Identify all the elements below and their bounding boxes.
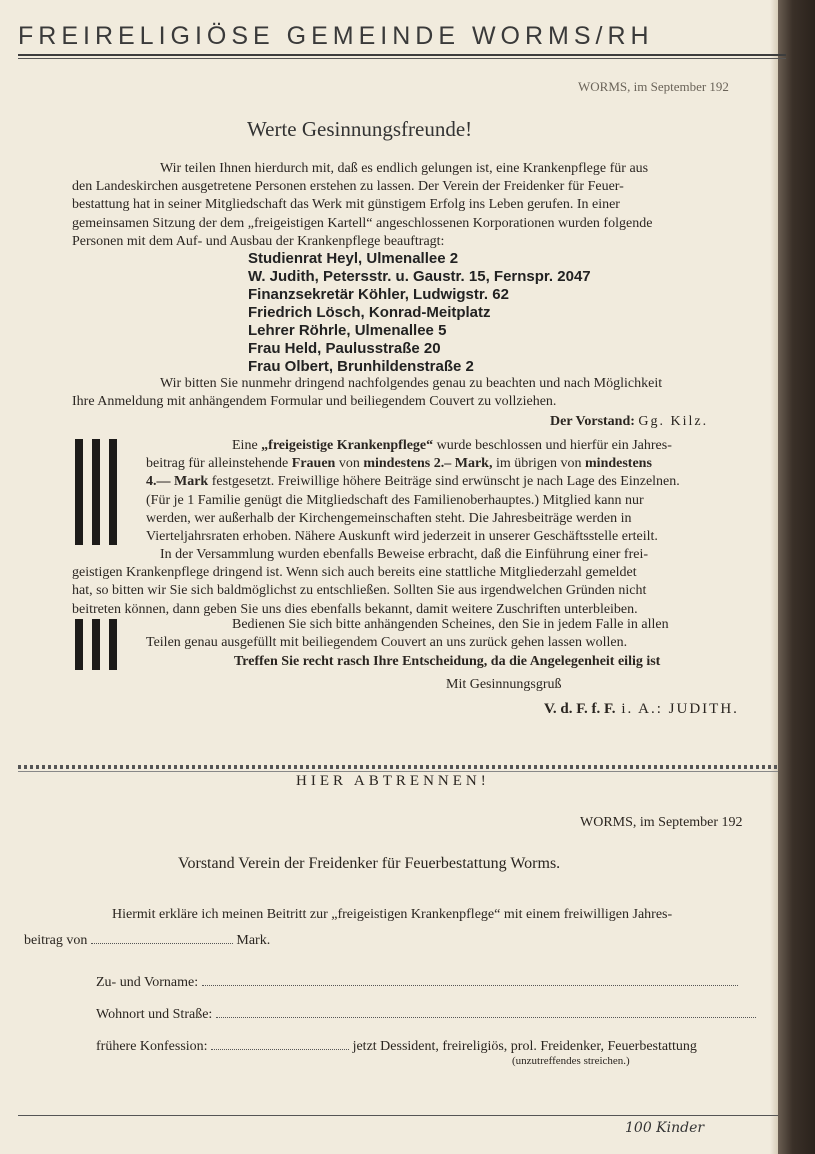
margin-bar [75,439,83,545]
section1-line [146,455,782,473]
section2-paragraph [72,546,782,619]
section1-line: werden, wer außerhalb der Kirchengemeinschaften steht. Die Jahresbeiträge werden in [146,510,632,526]
intro-line: gemeinsamen Sitzung der dem „freigeistigen Kartell“ angeschlossenen Korporationen wurden folgende [72,215,653,231]
committee-member: Lehrer Röhrle, Ulmenallee 5 [248,322,447,339]
margin-bar [109,619,117,670]
address-row [96,1005,756,1023]
committee-member: Frau Olbert, Brunhildenstraße 2 [248,358,474,375]
section3-paragraph [146,616,782,652]
section3-line: Bedienen Sie sich bitte anhängenden Scheines, den Sie in jedem Falle in allen [232,617,669,632]
text-run: festgesetzt. Freiwillige höhere Beiträge sind erwünscht je nach Lage des Einzelnen. [208,474,680,490]
section1-line: (Für je 1 Familie genügt die Mitgliedschaft des Familienoberhauptes.) Mitglied kann nur [146,492,644,508]
section2-line: In der Versammlung wurden ebenfalls Beweise erbracht, daß die Einführung einer frei- [160,547,649,562]
intro-line: Personen mit dem Auf- und Ausbau der Krankenpflege beauftragt: [72,233,445,249]
section2-line: beitreten können, dann geben Sie uns dies ebenfalls bekannt, damit weitere Zuschriften unterbleiben. [72,601,638,617]
text-run-bold: mindestens 2.– Mark, [363,456,493,472]
text-run: im übrigen von [492,456,586,472]
background-binder [778,0,815,1154]
bottom-rule [18,1115,778,1116]
text-run: wurde beschlossen und hierfür ein Jahres- [433,438,672,453]
handwritten-note: 100 Kinder [625,1120,705,1136]
text-run: beitrag für alleinstehende [146,456,292,472]
intro-line: bestattung hat in seiner Mitgliedschaft das Werk mit günstigem Erfolg ins Leben gerufen. In einer [72,197,620,213]
text-run: Eine [232,438,262,453]
request-line: Wir bitten Sie nunmehr dringend nachfolgendes genau zu beachten und nach Möglichkeit [160,376,663,391]
confession-field[interactable] [211,1037,349,1050]
section1-line: Vierteljahrsraten erhoben. Nähere Auskunft wird jederzeit in unserer Geschäftsstelle erteilt. [146,529,658,545]
declaration-amount-line [24,931,270,949]
section1-line [146,473,782,491]
letterhead-rule [18,54,786,56]
text-run: von [335,456,364,472]
intro-paragraph [72,160,782,251]
request-line: Ihre Anmeldung mit anhängendem Formular und beiliegendem Couvert zu vollziehen. [72,394,557,410]
request-paragraph [72,375,782,411]
closing-signature [544,701,739,718]
signature-name: i. A.: JUDITH. [615,701,739,717]
address-label: Wohnort und Straße: [96,1007,213,1022]
intro-line: den Landeskirchen ausgetretene Personen erstehen zu lassen. Der Verein der Freidenker für Feuer- [72,179,624,195]
text-run-bold: „freigeistige Krankenpflege“ [261,438,434,453]
cut-label: HIER ABTRENNEN! [296,773,490,789]
date-top: WORMS, im September 192 [578,79,729,94]
letterhead-rule-thin [18,58,786,59]
committee-member: Finanzsekretär Köhler, Ludwigstr. 62 [248,286,509,303]
board-signature [550,414,708,430]
form-date: WORMS, im September 192 [580,815,743,830]
section3-line: Teilen genau ausgefüllt mit beiliegendem Couvert an uns zurück gehen lassen wollen. [146,635,628,651]
letterhead: FREIRELIGIÖSE GEMEINDE WORMS/RH [18,22,654,50]
greeting: Mit Gesinnungsgruß [446,677,562,692]
margin-bar [92,619,100,670]
committee-member: W. Judith, Petersstr. u. Gaustr. 15, Fernspr. 2047 [248,268,591,285]
margin-bar [92,439,100,545]
cut-line-thin [18,771,778,772]
text-run-bold: 4.— Mark [146,474,209,490]
text-run-bold: mindestens [585,456,652,472]
committee-member: Studienrat Heyl, Ulmenallee 2 [248,250,459,267]
name-field[interactable] [202,973,738,986]
section1-paragraph [146,437,782,546]
section2-line: geistigen Krankenpflege dringend ist. Wenn sich auch bereits eine stattliche Mitgliederzahl gemeldet [72,565,637,581]
address-field[interactable] [216,1005,756,1018]
margin-bar [109,439,117,545]
salutation: Werte Gesinnungsfreunde! [247,117,473,141]
confession-label: frühere Konfession: [96,1039,208,1054]
intro-line: Wir teilen Ihnen hierdurch mit, daß es endlich gelungen ist, eine Krankenpflege für aus [160,161,649,176]
margin-bar [75,619,83,670]
name-row [96,973,738,991]
cut-line [18,765,778,769]
section1-line [146,437,782,455]
strike-note: (unzutreffendes streichen.) [512,1055,630,1067]
board-label: Der Vorstand: [550,414,635,429]
declaration-line: Hiermit erkläre ich meinen Beitritt zur „freigeistigen Krankenpflege“ mit einem freiwilligen Jahres- [112,907,673,922]
text-run-bold: Frauen [291,456,336,472]
board-name: Gg. Kilz. [638,414,709,429]
declaration-text: beitrag von [24,933,88,948]
committee-member: Friedrich Lösch, Konrad-Meitplatz [248,304,491,321]
confession-row [96,1037,782,1055]
section2-line: hat, so bitten wir Sie sich baldmöglichst zu entschließen. Sollten Sie aus irgendwelchen Gründen nicht [72,583,647,599]
urge-line: Treffen Sie recht rasch Ihre Entscheidung, da die Angelegenheit eilig ist [234,654,661,669]
committee-member: Frau Held, Paulusstraße 20 [248,340,441,357]
currency-label: Mark. [236,933,271,948]
amount-field[interactable] [91,931,233,944]
committee-list [248,250,591,376]
name-label: Zu- und Vorname: [96,975,199,990]
confession-options: jetzt Dessident, freireligiös, prol. Freidenker, Feuerbestattung [352,1039,697,1054]
form-recipient: Vorstand Verein der Freidenker für Feuerbestattung Worms. [178,855,561,872]
signature-org: V. d. F. f. F. [544,701,616,717]
